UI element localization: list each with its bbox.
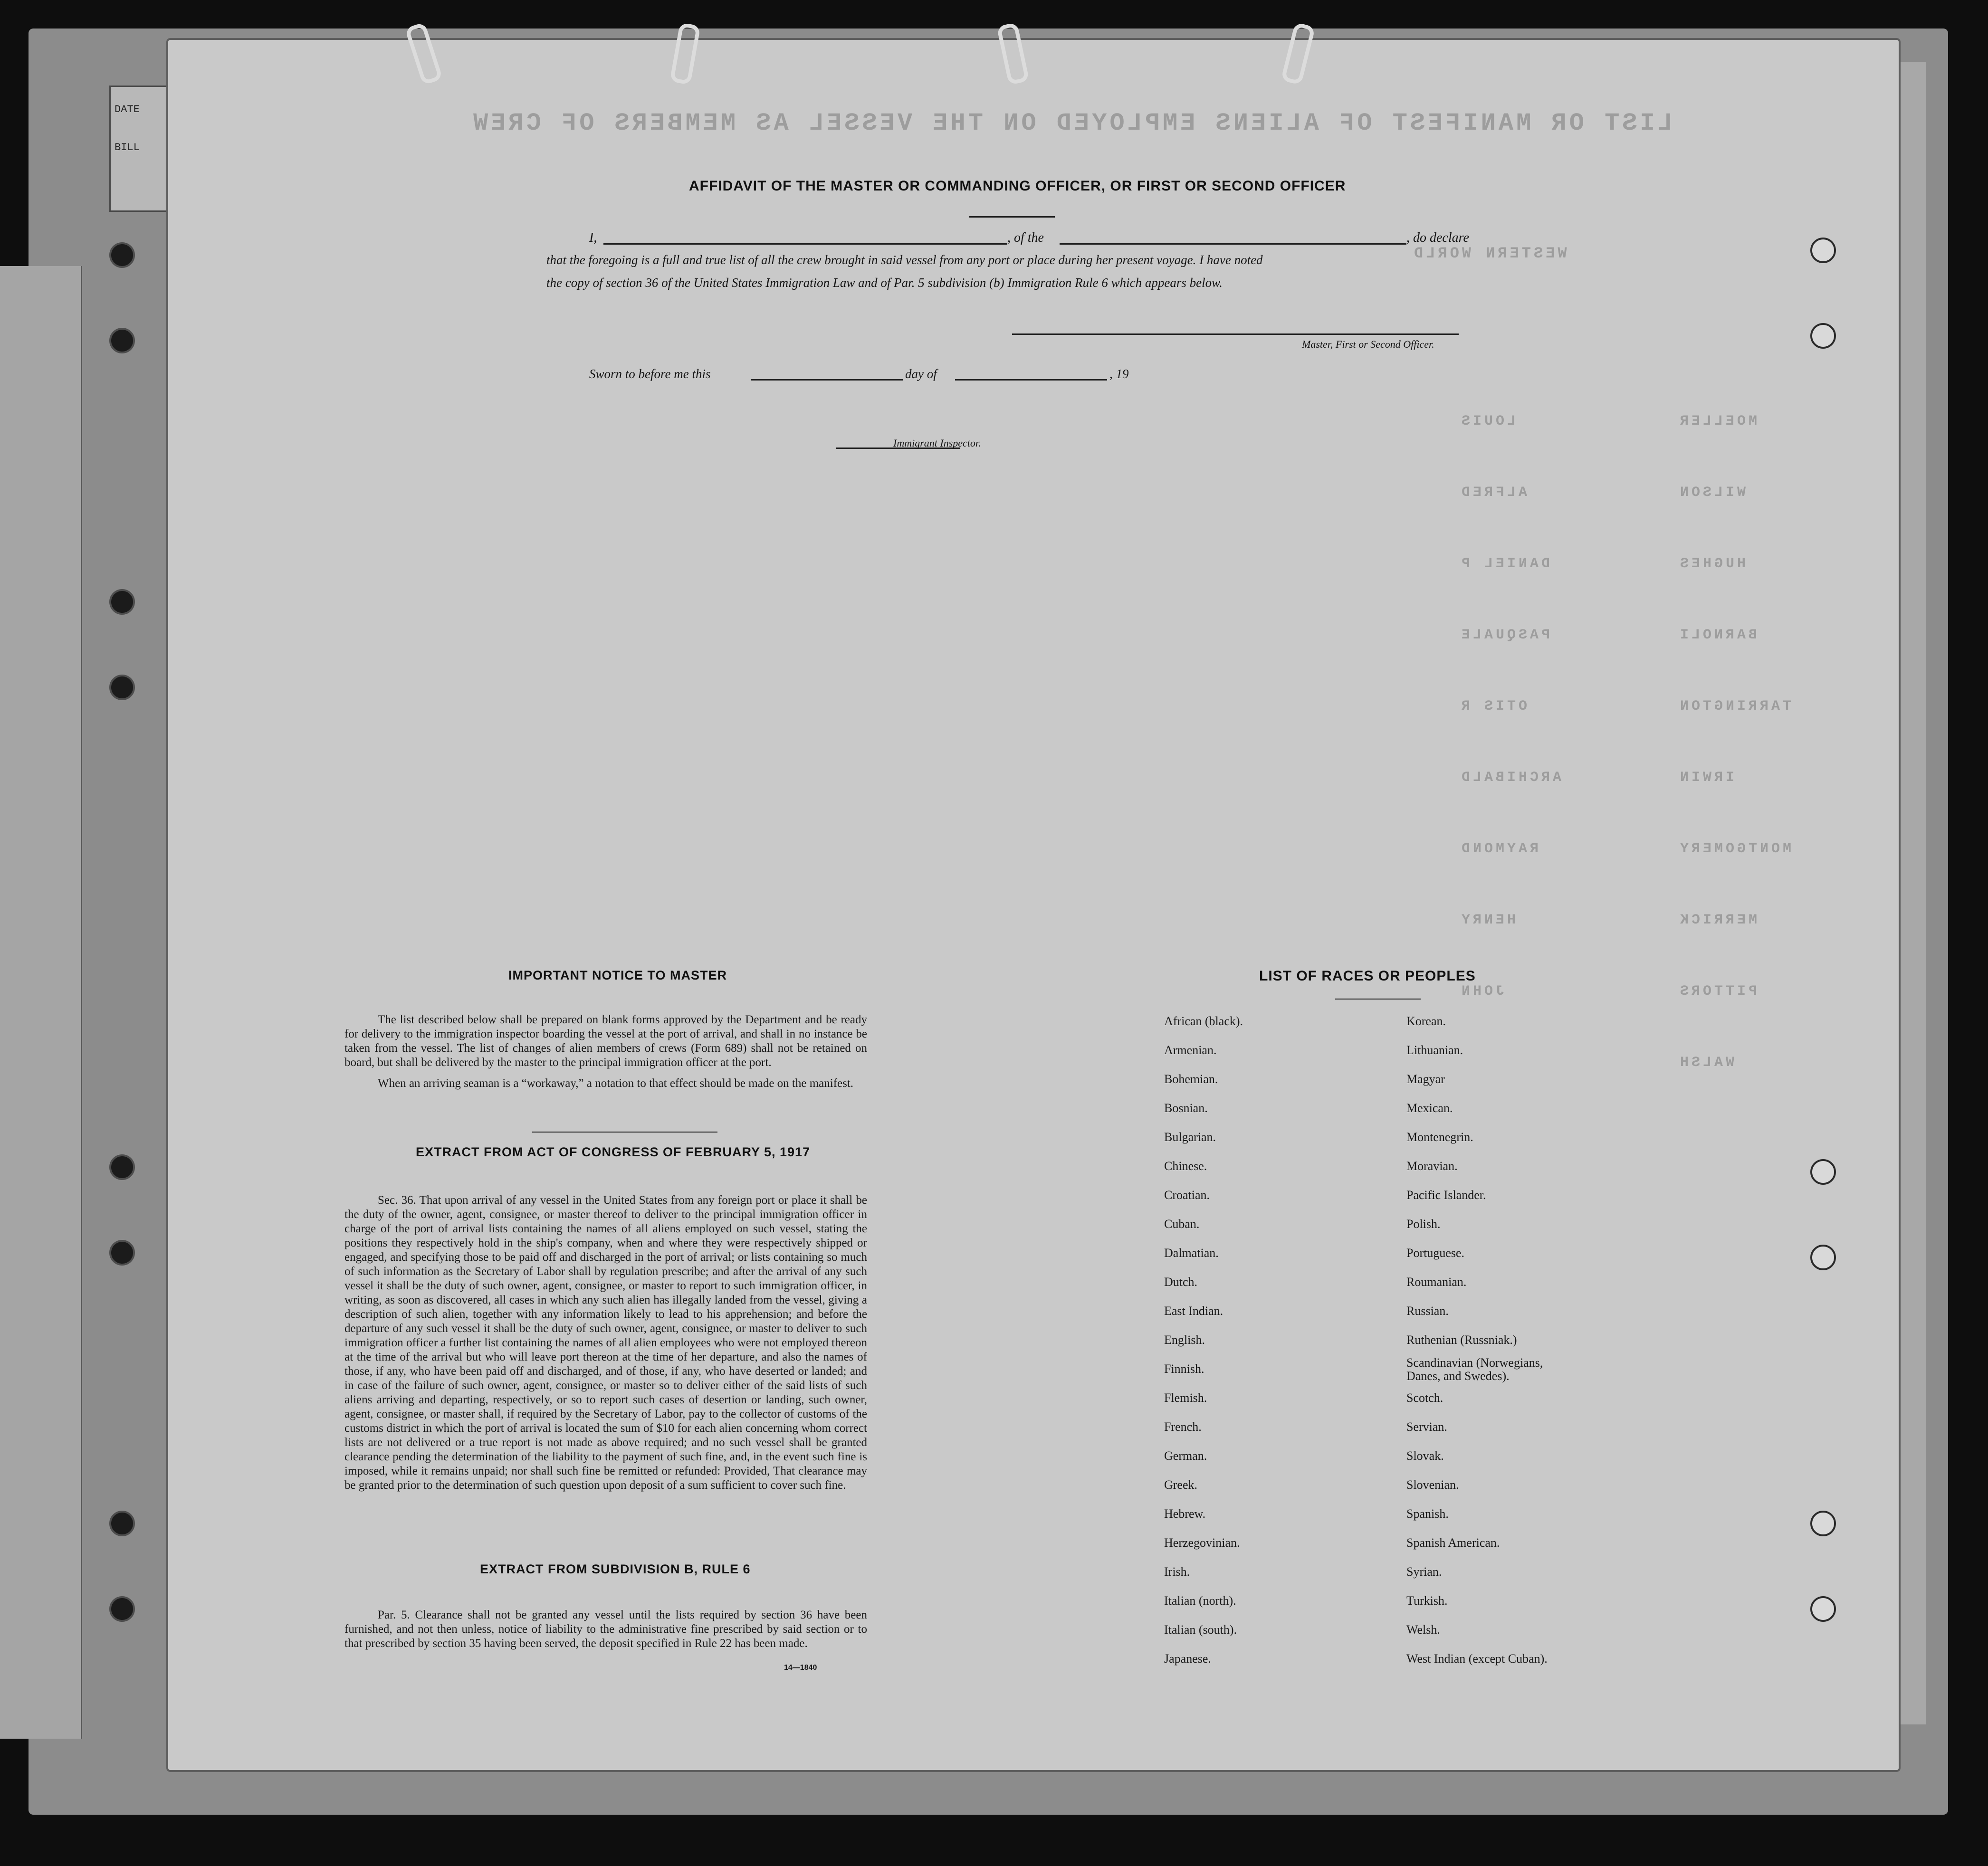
punch-hole <box>1810 1596 1836 1622</box>
bleed-name: HUGHES <box>1677 556 1746 572</box>
race-item: Japanese. <box>1164 1652 1211 1666</box>
race-item: East Indian. <box>1164 1304 1223 1318</box>
master-name-line <box>603 243 1007 245</box>
race-item: Pacific Islander. <box>1406 1188 1486 1202</box>
punch-hole <box>1810 1511 1836 1536</box>
bleed-name: TARRINGTON <box>1677 698 1792 714</box>
race-item: Finnish. <box>1164 1362 1204 1376</box>
notice-para-1: The list described below shall be prepared on blank forms approved by the Department and be ready for delivery to the immigration inspector boarding the vessel at the port of arrival, and shall in no instance be taken from the vessel. The list of changes of alien members of crews (Form 689) shall not be retained on board, but shall be delivered by the master to the principal immigration officer at the port. <box>344 1013 867 1069</box>
race-item: Scotch. <box>1406 1391 1443 1405</box>
manifest-sheet <box>166 38 1901 1772</box>
punch-hole <box>109 242 135 268</box>
notice-rule <box>532 1132 717 1133</box>
race-item: Scandinavian (Norwegians, Danes, and Swedes). <box>1406 1356 1543 1383</box>
race-item: Greek. <box>1164 1478 1198 1492</box>
extract-rule-text: Par. 5. Clearance shall not be granted any vessel until the lists required by section 36 have been furnished, and not then unless, notice of liability to the administrative fine prescribed by said section or to that prescribed by section 35 having been served, the deposit specified in Rule 22 has been made. <box>344 1609 867 1650</box>
day-of-label: day of <box>905 367 937 381</box>
notice-body <box>344 1013 867 1097</box>
affidavit-i: I, <box>589 230 597 245</box>
punch-hole <box>109 328 135 353</box>
punch-hole <box>109 1596 135 1622</box>
bleed-name: MOELLER <box>1677 413 1758 429</box>
race-item: Syrian. <box>1406 1565 1442 1579</box>
race-item: Italian (north). <box>1164 1594 1236 1608</box>
left-margin-strip <box>0 266 82 1739</box>
race-item: Bulgarian. <box>1164 1130 1216 1144</box>
race-item: Turkish. <box>1406 1594 1448 1608</box>
left-stub <box>109 86 169 212</box>
race-item: West Indian (except Cuban). <box>1406 1652 1548 1666</box>
form-number: 14—1840 <box>784 1664 817 1672</box>
race-item: Flemish. <box>1164 1391 1207 1405</box>
race-item: Dutch. <box>1164 1275 1198 1289</box>
punch-hole <box>109 1154 135 1180</box>
bleed-name: JOHN <box>1459 983 1505 1000</box>
extract-act-title: EXTRACT FROM ACT OF CONGRESS OF FEBRUARY 5, 1917 <box>416 1145 811 1159</box>
bleed-header: LIST OR MANIFEST OF ALIENS EMPLOYED ON THE VESSEL AS MEMBERS OF CREW <box>470 109 1673 137</box>
affidavit-of-the: , of the <box>1007 230 1044 245</box>
race-item: Lithuanian. <box>1406 1043 1463 1057</box>
race-item: Russian. <box>1406 1304 1449 1318</box>
punch-hole <box>1810 238 1836 263</box>
signature-label: Master, First or Second Officer. <box>1302 338 1434 350</box>
signature-line <box>1012 333 1459 335</box>
race-item: Spanish American. <box>1406 1536 1500 1550</box>
bleed-name: MERRICK <box>1677 912 1758 928</box>
punch-hole <box>1810 1159 1836 1185</box>
notice-title: IMPORTANT NOTICE TO MASTER <box>508 968 727 982</box>
race-item: Bohemian. <box>1164 1072 1218 1086</box>
race-item: Irish. <box>1164 1565 1190 1579</box>
punch-hole <box>1810 323 1836 349</box>
bleed-name: HENRY <box>1459 912 1516 928</box>
punch-hole <box>109 1240 135 1266</box>
notice-para-2: When an arriving seaman is a “workaway,” a notation to that effect should be made on the manifest. <box>378 1077 854 1090</box>
bleed-name: ARCHIBALD <box>1459 770 1562 786</box>
bleed-name: MONTGOMERY <box>1677 841 1792 857</box>
race-item: Dalmatian. <box>1164 1246 1219 1260</box>
affidavit-line-i <box>589 230 597 246</box>
sworn-label: Sworn to before me this <box>589 367 711 381</box>
bleed-name: DANIEL P <box>1459 556 1550 572</box>
bleed-vessel: WESTERN WORLD <box>1411 245 1567 262</box>
race-item: French. <box>1164 1420 1202 1434</box>
stub-label-bill: BILL <box>115 142 140 153</box>
sworn-month-line <box>955 379 1107 381</box>
bleed-name: PASQUALE <box>1459 627 1550 643</box>
race-item: Ruthenian (Russniak.) <box>1406 1333 1517 1347</box>
race-item: Mexican. <box>1406 1101 1453 1115</box>
bleed-name: ALFRED <box>1459 485 1528 501</box>
race-item: Moravian. <box>1406 1159 1458 1173</box>
race-item: Servian. <box>1406 1420 1447 1434</box>
punch-hole <box>109 1511 135 1536</box>
sworn-date-line <box>751 379 903 381</box>
race-item: Montenegrin. <box>1406 1130 1473 1144</box>
bleed-name: PITTORS <box>1677 983 1758 1000</box>
race-item: Cuban. <box>1164 1217 1200 1231</box>
race-item: Welsh. <box>1406 1623 1440 1637</box>
race-item: Bosnian. <box>1164 1101 1208 1115</box>
extract-rule-body <box>344 1608 867 1657</box>
race-item: Roumanian. <box>1406 1275 1467 1289</box>
race-item: Slovenian. <box>1406 1478 1459 1492</box>
punch-hole <box>1810 1245 1836 1270</box>
bleed-name: OTIS R <box>1459 698 1528 714</box>
races-title: LIST OF RACES OR PEOPLES <box>1259 968 1476 984</box>
affidavit-line-2: that the foregoing is a full and true list of all the crew brought in said vessel from any port or place during her present voyage. I have noted <box>546 253 1263 267</box>
affidavit-line-3: the copy of section 36 of the United States Immigration Law and of Par. 5 subdivision (b) Immigration Rule 6 which appears below. <box>546 276 1223 290</box>
race-item: African (black). <box>1164 1014 1243 1028</box>
race-item: Polish. <box>1406 1217 1441 1231</box>
race-item: Korean. <box>1406 1014 1446 1028</box>
extract-act-body <box>344 1193 867 1499</box>
bleed-name: RAYMOND <box>1459 841 1539 857</box>
bleed-name: WALSH <box>1677 1055 1735 1071</box>
punch-hole <box>109 675 135 700</box>
race-item: English. <box>1164 1333 1205 1347</box>
bleed-name: LOUIS <box>1459 413 1516 429</box>
extract-act-text: Sec. 36. That upon arrival of any vessel in the United States from any foreign port or place it shall be the duty of the owner, agent, consignee, or master thereof to deliver to the principal immigration officer in charge of the port of arrival lists containing the names of all aliens employed on such vessel, stating the positions they respectively hold in the ship's company, when and where they were respectively shipped or engaged, and specifying those to be paid off and discharged in the port of arrival; or lists containing so much of such information as the Secretary of Labor shall by regulation prescribe; and after the arrival of any such vessel it shall be the duty of such owner, agent, consignee, or master to report to such immigration officer, in writing, as soon as discovered, all cases in which any such alien has illegally landed from the vessel, giving a description of such alien, together with any information likely to lead to his apprehension; and before the departure of any such vessel it shall be the duty of such owner, agent, consignee, or master to deliver to such immigration officer a further list containing the names of all alien employees who were not employed thereon at the time of the arrival but who will leave port thereon at the time of her departure, and also the names of those, if any, who have been paid off and discharged, and of those, if any, who have deserted or landed; and in case of the failure of such owner, agent, consignee, or master so to deliver either of the said lists of such aliens arriving and departing, respectively, or so to report such cases of desertion or landing, such owner, agent, consignee, or master shall, if required by the Secretary of Labor, pay to the collector of customs of the customs district in which the port of arrival is located the sum of $10 for each alien concerning whom correct lists are not delivered or a true report is not made as above required; and no such vessel shall be granted clearance pending the determination of the liability to the payment of such fine, and, in the event such fine is imposed, while it remains unpaid; nor shall such fine be remitted or refunded: Provided, That clearance may be granted prior to the determination of such question upon deposit of a sum sufficient to cover such fine. <box>344 1194 867 1492</box>
inspector-label: Immigrant Inspector. <box>893 437 981 449</box>
stub-label-date: DATE <box>115 104 140 115</box>
bleed-name: BARNOLI <box>1677 627 1758 643</box>
bleed-name: IRWIN <box>1677 770 1735 786</box>
race-item: German. <box>1164 1449 1207 1463</box>
race-item: Chinese. <box>1164 1159 1207 1173</box>
year-label: , 19 <box>1109 367 1129 381</box>
races-title-rule <box>1335 999 1421 1000</box>
affidavit-title-rule <box>969 216 1055 218</box>
race-item: Herzegovinian. <box>1164 1536 1240 1550</box>
race-item: Portuguese. <box>1406 1246 1465 1260</box>
race-item: Italian (south). <box>1164 1623 1237 1637</box>
affidavit-do-declare: , do declare <box>1406 230 1469 245</box>
bleed-name: WILSON <box>1677 485 1746 501</box>
vessel-name-line <box>1060 243 1406 245</box>
race-item: Croatian. <box>1164 1188 1210 1202</box>
race-item: Armenian. <box>1164 1043 1217 1057</box>
race-item: Slovak. <box>1406 1449 1444 1463</box>
race-item: Spanish. <box>1406 1507 1449 1521</box>
extract-rule-title: EXTRACT FROM SUBDIVISION B, RULE 6 <box>480 1562 751 1576</box>
race-item: Hebrew. <box>1164 1507 1206 1521</box>
race-item: Magyar <box>1406 1072 1445 1086</box>
punch-hole <box>109 589 135 615</box>
affidavit-title: AFFIDAVIT OF THE MASTER OR COMMANDING OFFICER, OR FIRST OR SECOND OFFICER <box>689 178 1346 194</box>
